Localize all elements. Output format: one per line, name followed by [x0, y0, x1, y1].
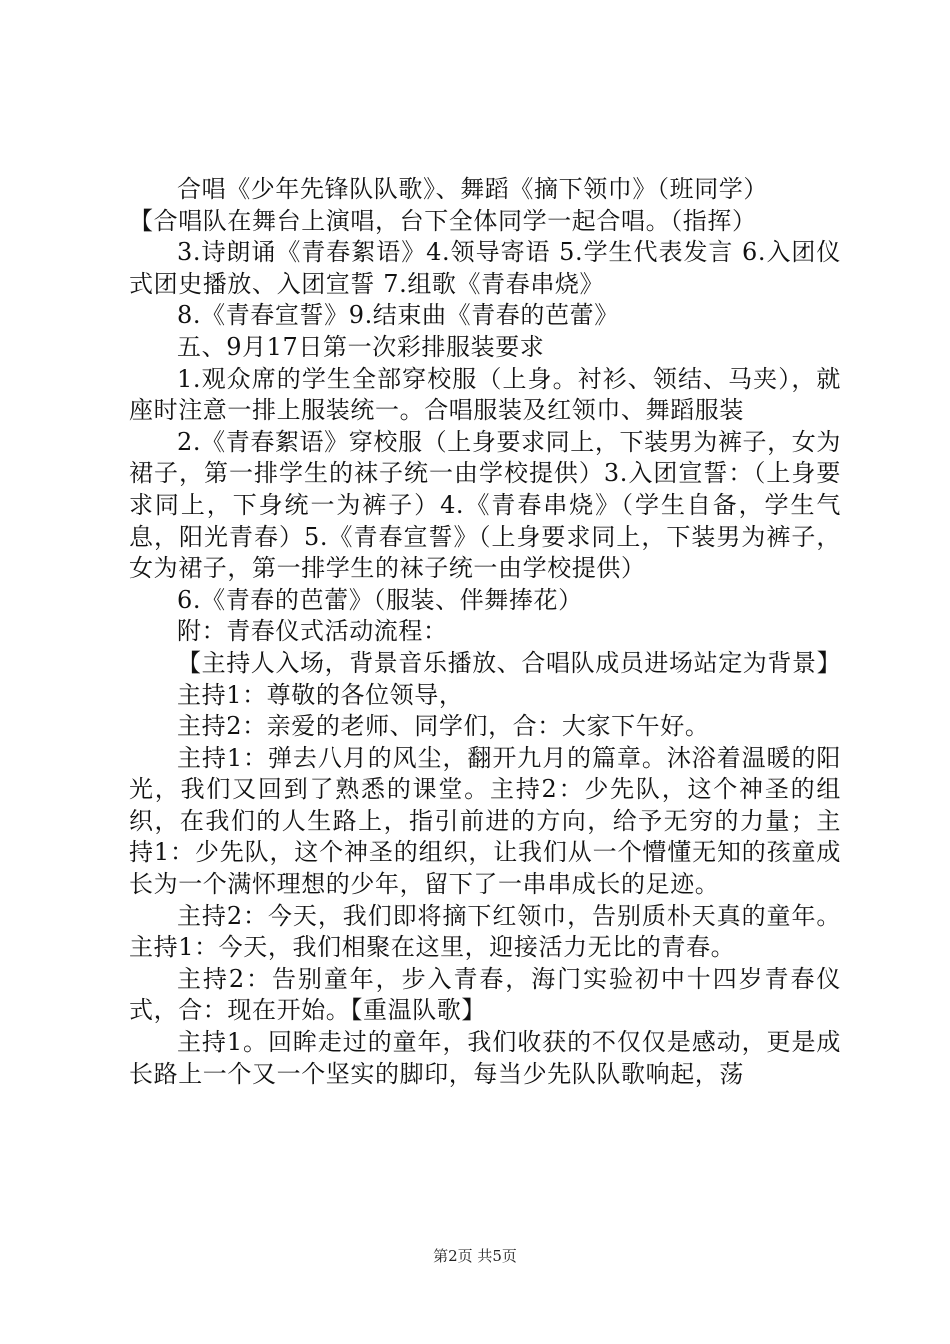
paragraph-13: 主持1：弹去八月的风尘，翻开九月的篇章。沐浴着温暖的阳光，我们又回到了熟悉的课堂。主持2：少先队，这个神圣的组织，在我们的人生路上，指引前进的方向，给予无穷的力量；主持1：少先队，这个神圣的组织，让我们从一个懵懂无知的孩童成长为一个满怀理想的少年，留下了一串串成长的足迹。 — [129, 743, 841, 899]
paragraph-8: 6.《青春的芭蕾》（服装、伴舞捧花） — [177, 585, 583, 614]
paragraph-11: 主持1：尊敬的各位领导， — [177, 680, 464, 709]
paragraph-4: 8.《青春宣誓》9.结束曲《青春的芭蕾》 — [177, 301, 619, 330]
paragraph-16: 主持1。回眸走过的童年，我们收获的不仅仅是感动，更是成长路上一个又一个坚实的脚印，每当少先队队歌响起，荡 — [129, 1028, 841, 1088]
paragraph-1: 合唱《少年先锋队队歌》、舞蹈《摘下领巾》（班同学） — [177, 175, 768, 203]
paragraph-15: 主持2：告别童年，步入青春，海门实验初中十四岁青春仪式，合：现在开始。【重温队歌】 — [129, 964, 841, 1025]
paragraph-7: 2.《青春絮语》穿校服（上身要求同上，下装男为裤子，女为裙子，第一排学生的袜子统一由学校提供）3.入团宣誓：（上身要求同上，下身统一为裤子）4.《青春串烧》（学生自备，学生气息，阳光青春）5.《青春宣誓》（上身要求同上，下装男为裤子，女为裙子，第一排学生的袜子统一由学校提供） — [129, 427, 841, 583]
paragraph-6: 1.观众席的学生全部穿校服（上身。衬衫、领结、马夹），就座时注意一排上服装统一。合唱服装及红领巾、舞蹈服装 — [129, 364, 841, 425]
paragraph-2: 【合唱队在舞台上演唱，台下全体同学一起合唱。（指挥） — [129, 206, 757, 235]
page-footer: 第2页 共5页 — [433, 1247, 517, 1265]
paragraph-12: 主持2：亲爱的老师、同学们，合：大家下午好。 — [177, 712, 710, 741]
paragraph-3: 3.诗朗诵《青春絮语》4.领导寄语 5.学生代表发言 6.入团仪式团史播放、入团宣誓 7.组歌《青春串烧》 — [129, 238, 841, 298]
paragraph-10: 【主持人入场，背景音乐播放、合唱队成员进场站定为背景】 — [177, 648, 842, 677]
section-heading: 五、9月17日第一次彩排服装要求 — [177, 332, 545, 361]
document-body — [129, 174, 841, 1090]
appendix-heading: 附：青春仪式活动流程： — [177, 617, 448, 646]
paragraph-14: 主持2：今天，我们即将摘下红领巾，告别质朴天真的童年。主持1：今天，我们相聚在这里，迎接活力无比的青春。 — [129, 901, 841, 962]
